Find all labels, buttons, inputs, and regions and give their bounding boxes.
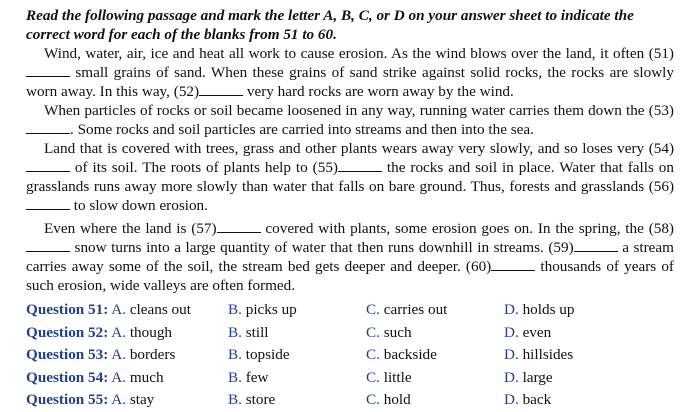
question-label: Question 51: [26,301,109,318]
option-text: still [245,323,269,341]
option-letter: B. [228,323,242,341]
option-letter: D. [504,368,519,386]
option-c[interactable] [366,389,504,412]
blank-59 [574,238,618,252]
passage-text: Even where the land is (57) [44,220,217,237]
passage-paragraph-3 [26,139,674,215]
option-b[interactable] [228,322,366,345]
option-letter: C. [366,368,380,386]
blank-57 [217,219,261,233]
passage-paragraph-4 [26,219,674,295]
option-letter: D. [504,301,519,318]
passage-text: snow turns into a large quantity of water that then runs downhill in streams. (59) [70,239,574,256]
blank-52 [199,82,243,96]
option-letter: C. [366,323,380,341]
passage-text: When particles of rocks or soil became loosened in any way, running water carries them down the (53) [44,102,674,119]
passage-text: thousands of years of such erosion, wide valleys are often formed. [26,258,674,294]
question-head [26,344,228,367]
blank-51 [26,63,70,77]
option-c[interactable] [366,367,504,390]
question-head [26,389,228,412]
option-text[interactable]: much [129,368,164,386]
option-text: back [522,391,552,408]
passage-text: small grains of sand. When these grains of sand strike against solid rocks, the rocks are slowly worn away. In this way, (52) [26,64,674,100]
option-letter: A. [111,368,127,386]
option-letter: A. [111,323,127,341]
option-d[interactable] [504,344,640,367]
option-text: backside [383,346,437,363]
option-text: little [383,368,412,386]
option-d[interactable] [504,322,640,345]
option-text: such [383,323,412,341]
question-head [26,367,228,390]
passage-text: covered with plants, some erosion goes on. In the spring, the (58) [260,220,674,237]
passage-text: Land that is covered with trees, grass and other plants wears away very slowly, and so loses very (54) [44,140,674,157]
option-text: store [245,391,276,408]
question-55 [26,389,674,412]
question-label: Question 52: [26,323,109,341]
option-c[interactable] [366,344,504,367]
question-head [26,322,228,345]
option-letter: B. [228,301,242,318]
passage-text: very hard rocks are worn away by the wind. [243,83,514,100]
passage-text: a stream carries away some of the soil, the stream bed gets deeper and deeper. (60) [26,239,674,275]
option-text: holds up [522,301,575,318]
option-letter: A. [111,301,127,318]
question-51 [26,299,674,322]
option-letter: C. [366,346,380,363]
question-label: Question 54: [26,368,109,386]
option-b[interactable] [228,367,366,390]
option-text: hold [383,391,411,408]
option-letter: B. [228,368,242,386]
blank-53 [26,120,70,134]
option-d[interactable] [504,367,640,390]
blank-54 [26,158,70,172]
blank-56 [26,196,70,210]
question-label: Question 55: [26,391,109,408]
option-letter: A. [111,391,127,408]
option-text: large [522,368,553,386]
option-b[interactable] [228,299,366,322]
passage-text: the rocks and soil in place. Water that falls on grasslands runs away more slowly than water that falls on bare ground. Thus, forests and grasslands (56) [26,159,674,195]
passage-text: Wind, water, air, ice and heat all work to cause erosion. As the wind blows over the land, it often (51) [44,45,674,62]
option-d[interactable] [504,389,640,412]
instructions: Read the following passage and mark the letter A, B, C, or D on your answer sheet to indicate the correct word for each of the blanks from 51 to 60. [26,7,634,43]
question-list [26,299,674,412]
question-53 [26,344,674,367]
question-54 [26,367,674,390]
option-c[interactable] [366,299,504,322]
option-d[interactable] [504,299,640,322]
option-text: even [522,323,552,341]
passage-text: to slow down erosion. [70,197,208,214]
option-text: hillsides [522,346,574,363]
passage-paragraph-1 [26,44,674,101]
blank-58 [26,238,70,252]
question-label: Question 53: [26,346,109,363]
passage-paragraph-2 [26,101,674,139]
question-head [26,299,228,322]
option-letter: D. [504,346,519,363]
option-letter: C. [366,301,380,318]
option-text[interactable]: though [129,323,173,341]
option-text: topside [245,346,290,363]
option-letter: B. [228,391,242,408]
option-letter: D. [504,323,519,341]
option-letter: C. [366,391,380,408]
option-text: few [245,368,269,386]
passage-text: of its soil. The roots of plants help to (55) [70,159,338,176]
option-text[interactable]: stay [129,391,155,408]
option-text[interactable]: cleans out [129,301,191,318]
question-52 [26,322,674,345]
option-letter: A. [111,346,127,363]
option-letter: D. [504,391,519,408]
option-text: picks up [245,301,297,318]
option-c[interactable] [366,322,504,345]
option-b[interactable] [228,344,366,367]
option-b[interactable] [228,389,366,412]
option-text: carries out [383,301,448,318]
option-text[interactable]: borders [129,346,176,363]
blank-55 [338,158,382,172]
passage-text: . Some rocks and soil particles are carried into streams and then into the sea. [70,121,534,138]
option-letter: B. [228,346,242,363]
blank-60 [491,257,535,271]
